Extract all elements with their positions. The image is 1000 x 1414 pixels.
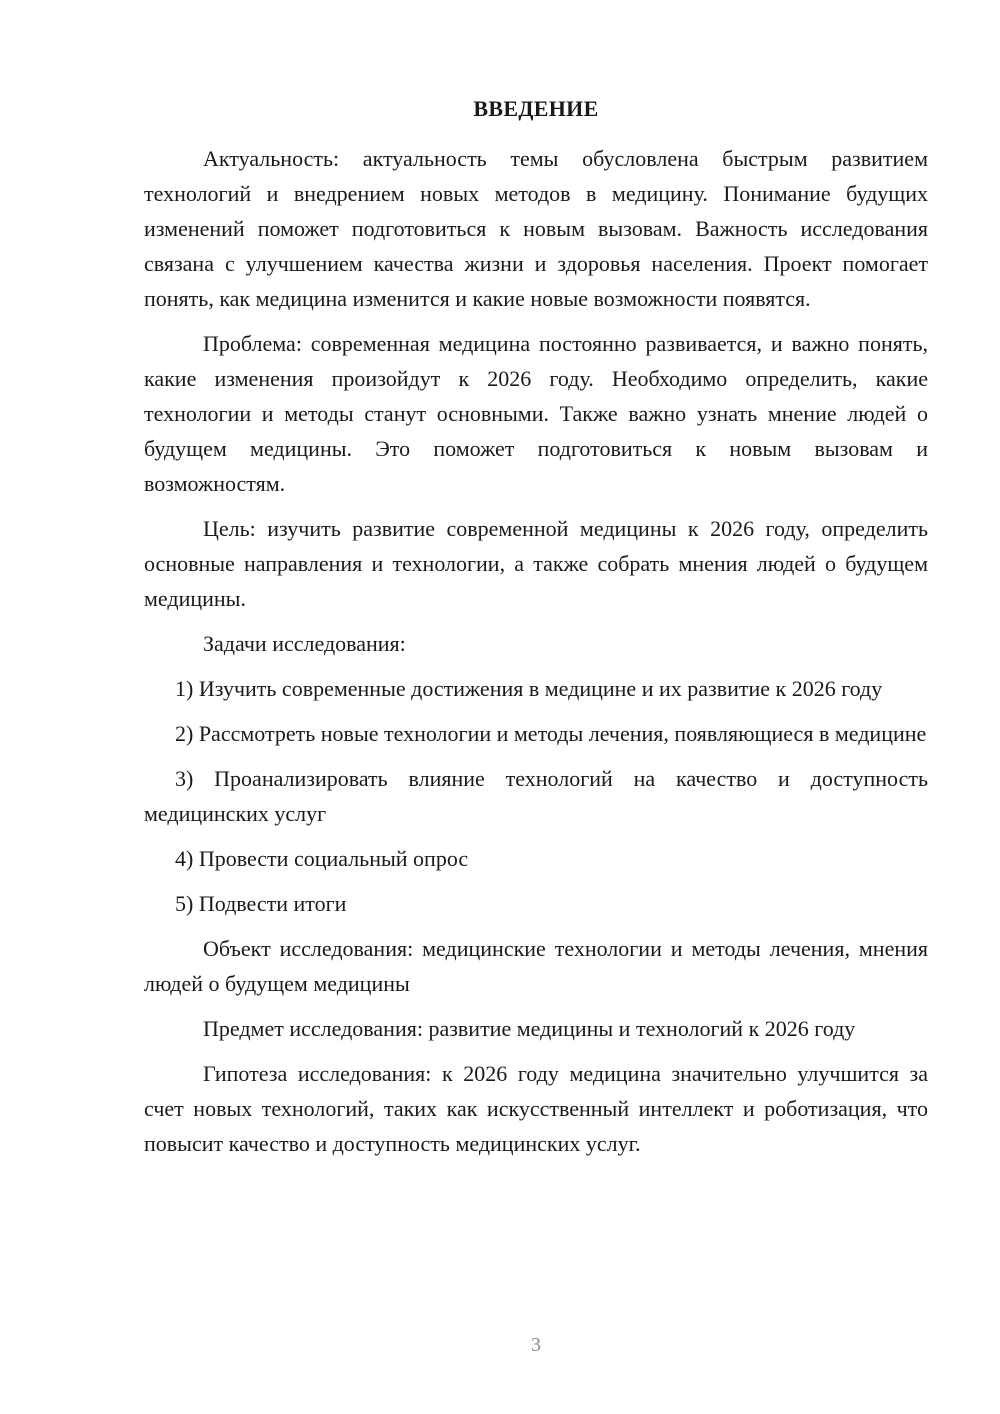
document-body <box>144 141 928 1171</box>
tasks-heading: Задачи исследования: <box>203 631 406 656</box>
object-paragraph: Объект исследования: медицинские технологии и методы лечения, мнения людей о будущем медицины <box>144 936 928 996</box>
task-item-4: 4) Провести социальный опрос <box>175 846 469 871</box>
subject-paragraph: Предмет исследования: развитие медицины и технологий к 2026 году <box>203 1016 856 1041</box>
page-number: 3 <box>531 1334 541 1356</box>
task-item-3: 3) Проанализировать влияние технологий на качество и доступность медицинских услуг <box>144 766 928 826</box>
relevance-paragraph: Актуальность: актуальность темы обусловлена быстрым развитием технологий и внедрением новых методов в медицину. Понимание будущих изменений поможет подготовиться к новым вызовам. Важность исследования связана с улучшением качества жизни и здоровья населения. Проект помогает понять, как медицина изменится и какие новые возможности появятся. <box>144 146 928 311</box>
goal-paragraph: Цель: изучить развитие современной медицины к 2026 году, определить основные направления и технологии, а также собрать мнения людей о будущем медицины. <box>144 516 928 611</box>
hypothesis-paragraph: Гипотеза исследования: к 2026 году медицина значительно улучшится за счет новых технологий, таких как искусственный интеллект и роботизация, что повысит качество и доступность медицинских услуг. <box>144 1061 928 1156</box>
task-item-2: 2) Рассмотреть новые технологии и методы лечения, появляющиеся в медицине <box>175 721 927 746</box>
page-title: ВВЕДЕНИЕ <box>473 96 599 121</box>
task-item-5: 5) Подвести итоги <box>175 891 347 916</box>
task-item-1: 1) Изучить современные достижения в медицине и их развитие к 2026 году <box>175 676 883 701</box>
problem-paragraph: Проблема: современная медицина постоянно развивается, и важно понять, какие изменения произойдут к 2026 году. Необходимо определить, какие технологии и методы станут основными. Также важно узнать мнение людей о будущем медицины. Это поможет подготовиться к новым вызовам и возможностям. <box>144 331 928 496</box>
